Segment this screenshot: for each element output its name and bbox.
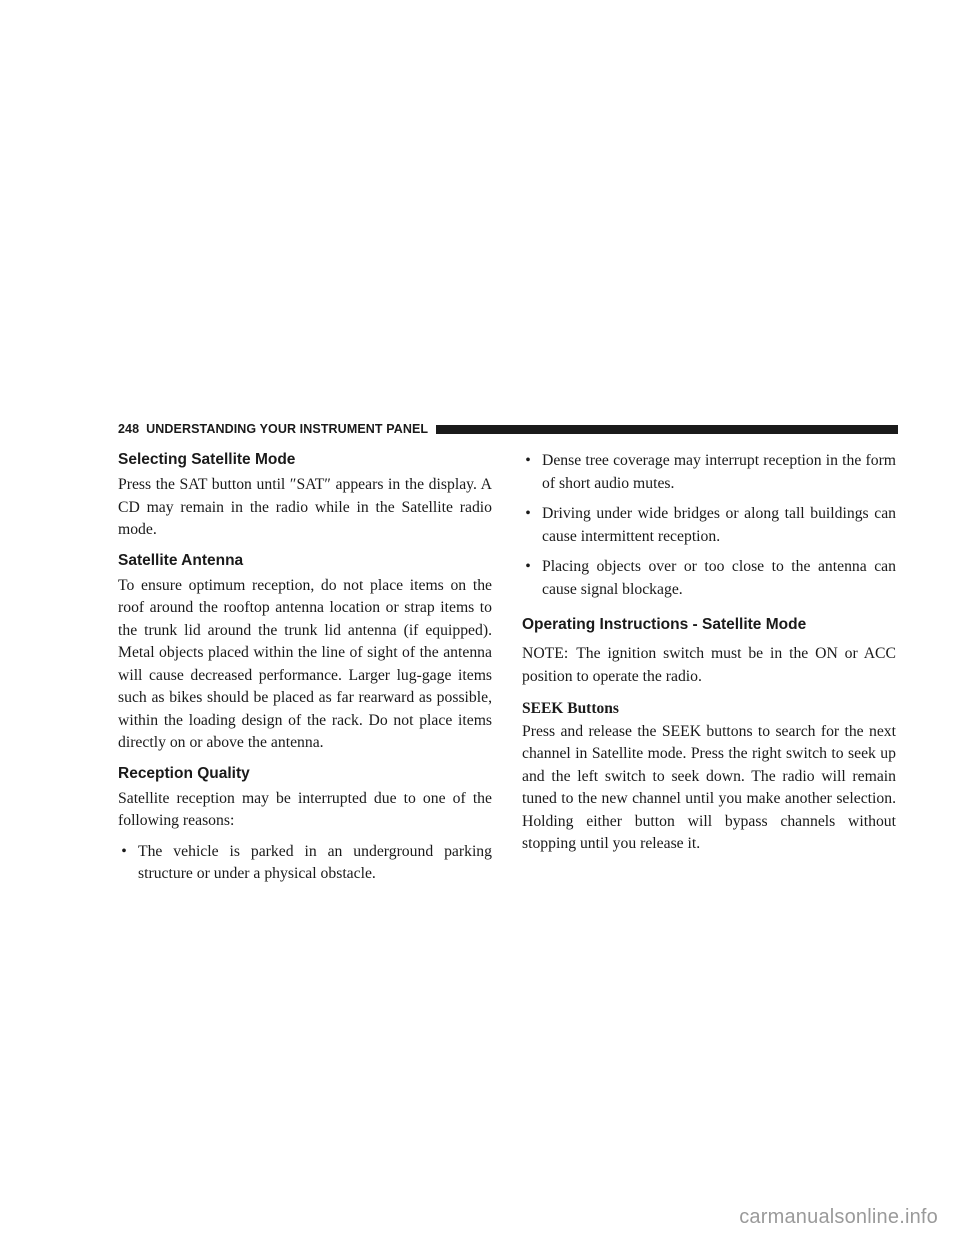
bullet-icon: •: [525, 452, 531, 469]
selecting-satellite-mode-heading: Selecting Satellite Mode: [118, 451, 296, 468]
note-label: NOTE:: [522, 645, 569, 662]
list-item-text: Dense tree coverage may interrupt reception in the form of short audio mutes.: [542, 452, 896, 492]
watermark: carmanualsonline.info: [739, 1206, 938, 1228]
operating-instructions-heading: Operating Instructions - Satellite Mode: [522, 616, 807, 633]
bullet-icon: •: [525, 505, 531, 522]
list-item: [522, 556, 896, 601]
page-number: 248: [118, 422, 140, 436]
reception-quality-section: [118, 764, 492, 886]
reception-quality-text: Satellite reception may be interrupted due to one of the following reasons:: [118, 789, 492, 829]
list-item-text: The vehicle is parked in an underground parking structure or under a physical obstacle.: [138, 842, 492, 882]
reception-quality-list: [118, 841, 492, 886]
reception-quality-heading: Reception Quality: [118, 764, 250, 782]
header-rule: [436, 425, 898, 434]
list-item-text: Driving under wide bridges or along tall buildings can cause intermittent reception.: [542, 505, 896, 545]
satellite-antenna-text: To ensure optimum reception, do not place items on the roof around the rooftop antenna location or strap items to the trunk lid around the trunk lid antenna (if equipped). Metal objects placed within the line of sight of the antenna will cause decreased performance. Larger lug-gage items such as bikes should be placed as far rearward as possible, within the loading design of the rack. Do not place items directly on or above the antenna.: [118, 576, 492, 751]
list-item-text: Placing objects over or too close to the antenna can cause signal blockage.: [542, 558, 896, 598]
seek-buttons-section: [522, 698, 896, 856]
bullet-icon: •: [121, 842, 127, 860]
page-header: [118, 420, 898, 438]
operating-instructions-section: [522, 615, 896, 688]
seek-buttons-text: Press and release the SEEK buttons to search for the next channel in Satellite mode. Press the right switch to seek up and the left switch to seek down. The radio will remain tuned to the new channel until you make another selection. Holding either button will bypass channels without stopping until you release it.: [522, 722, 896, 852]
note-text: The ignition switch must be in the ON or ACC position to operate the radio.: [522, 645, 896, 685]
selecting-satellite-mode-section: [118, 450, 492, 542]
seek-buttons-heading: SEEK Buttons: [522, 700, 619, 717]
list-item: [522, 503, 896, 548]
list-item: [118, 841, 492, 886]
reception-quality-list-continued: [522, 450, 896, 601]
satellite-antenna-section: [118, 551, 492, 755]
list-item: [522, 450, 896, 495]
bullet-icon: •: [525, 558, 531, 575]
satellite-antenna-heading: Satellite Antenna: [118, 551, 244, 569]
selecting-satellite-mode-text: Press the SAT button until ″SAT″ appears in the display. A CD may remain in the radio while in the Satellite radio mode.: [118, 476, 492, 538]
right-column: [522, 450, 896, 865]
left-column: [118, 450, 492, 895]
section-title: UNDERSTANDING YOUR INSTRUMENT PANEL: [146, 422, 429, 436]
operating-note: [522, 643, 896, 688]
